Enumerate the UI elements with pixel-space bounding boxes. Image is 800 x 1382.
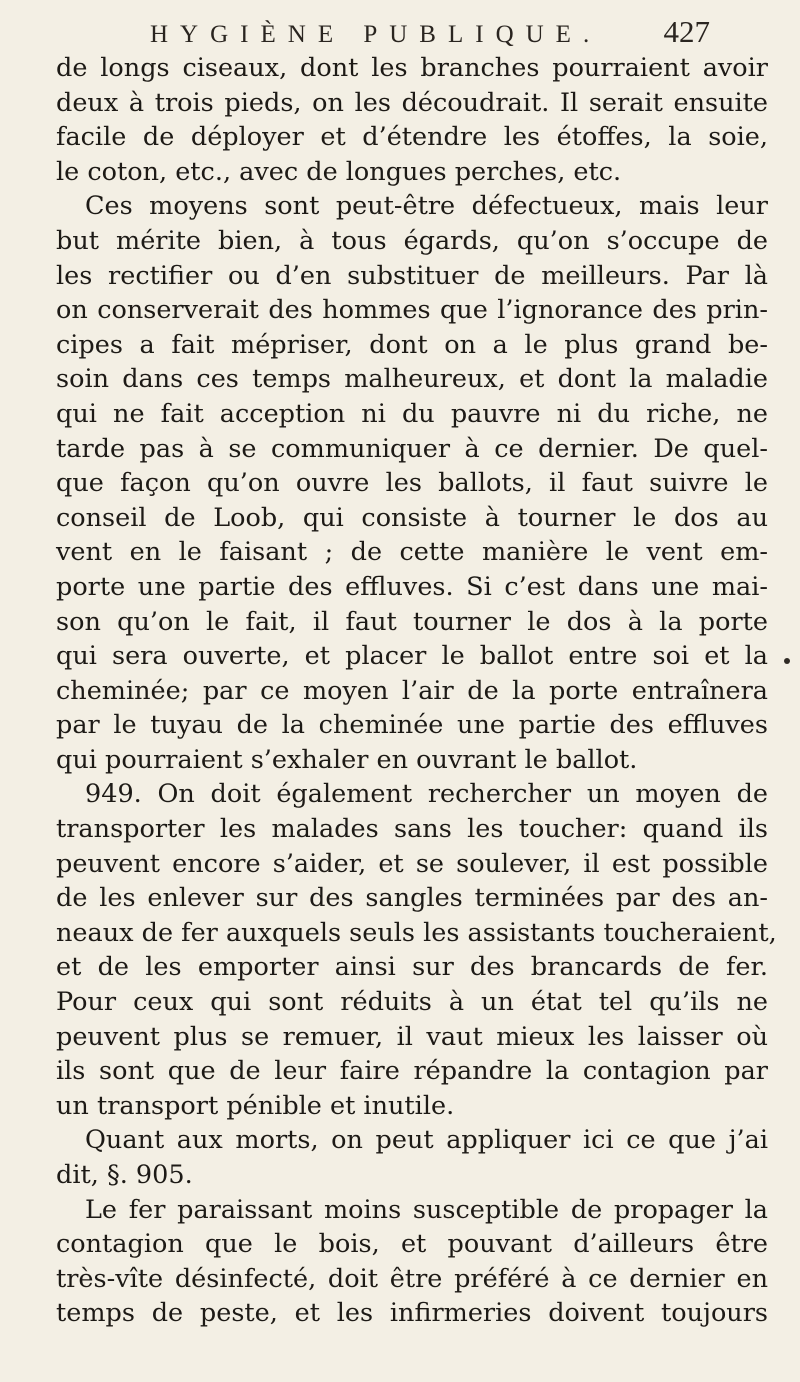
text-line: peuvent encore s’aider, et se soulever, il est possible bbox=[56, 848, 768, 879]
text-line: conseil de Loob, qui consiste à tourner le dos au bbox=[56, 502, 768, 533]
text-line: les rectifier ou d’en substituer de meilleurs. Par là bbox=[56, 260, 768, 291]
text-line: de les enlever sur des sangles terminées par des an- bbox=[56, 883, 768, 914]
text-line: cipes a fait mépriser, dont on a le plus grand be- bbox=[56, 329, 768, 360]
text-line: but mérite bien, à tous égards, qu’on s’occupe de bbox=[56, 225, 768, 256]
running-header bbox=[150, 14, 710, 48]
paragraph-949-start: 949. On doit également rechercher un moyen de bbox=[85, 779, 768, 810]
text-line: tarde pas à se communiquer à ce dernier. De quel- bbox=[56, 433, 768, 464]
text-line: vent en le faisant ; de cette manière le vent em- bbox=[56, 537, 768, 568]
text-line: son qu’on le fait, il faut tourner le dos à la porte bbox=[56, 606, 768, 637]
text-line: que façon qu’on ouvre les ballots, il faut suivre le bbox=[56, 468, 768, 499]
text-line: Le fer paraissant moins susceptible de propager la bbox=[85, 1194, 768, 1225]
text-line: transporter les malades sans les toucher: quand ils bbox=[56, 814, 768, 845]
text-line: on conserverait des hommes que l’ignorance des prin- bbox=[56, 295, 768, 326]
text-line: qui sera ouverte, et placer le ballot entre soi et la bbox=[56, 641, 768, 672]
text-line: facile de déployer et d’étendre les étoffes, la soie, bbox=[56, 122, 768, 153]
text-line: ils sont que de leur faire répandre la contagion par bbox=[56, 1056, 768, 1087]
text-line: soin dans ces temps malheureux, et dont la maladie bbox=[56, 364, 768, 395]
text-line: Ces moyens sont peut-être défectueux, mais leur bbox=[85, 191, 768, 222]
text-line: contagion que le bois, et pouvant d’ailleurs être bbox=[56, 1229, 768, 1260]
text-line: qui pourraient s’exhaler en ouvrant le ballot. bbox=[56, 744, 638, 775]
text-line: dit, §. 905. bbox=[56, 1160, 193, 1190]
text-line: et de les emporter ainsi sur des brancards de fer. bbox=[56, 952, 768, 983]
text-line: peuvent plus se remuer, il vaut mieux les laisser où bbox=[56, 1021, 768, 1052]
margin-ink-dot bbox=[784, 658, 790, 664]
text-line: qui ne fait acception ni du pauvre ni du riche, ne bbox=[56, 398, 768, 429]
text-line: temps de peste, et les infirmeries doivent toujours bbox=[56, 1298, 768, 1329]
text-line: le coton, etc., avec de longues perches, etc. bbox=[56, 156, 622, 187]
text-line: porte une partie des effluves. Si c’est dans une mai- bbox=[56, 571, 768, 602]
text-line: neaux de fer auxquels seuls les assistants toucheraient, bbox=[56, 917, 777, 948]
text-line: très-vîte désinfecté, doit être préféré à ce dernier en bbox=[56, 1263, 768, 1294]
running-header-title: HYGIÈNE PUBLIQUE. bbox=[150, 21, 602, 48]
text-line: de longs ciseaux, dont les branches pourraient avoir bbox=[56, 53, 768, 83]
page-number: 427 bbox=[663, 14, 710, 49]
text-line: deux à trois pieds, on les découdrait. Il serait ensuite bbox=[56, 87, 768, 118]
text-line: par le tuyau de la cheminée une partie des effluves bbox=[56, 710, 768, 741]
text-line: Pour ceux qui sont réduits à un état tel qu’ils ne bbox=[56, 987, 768, 1018]
text-line: Quant aux morts, on peut appliquer ici ce que j’ai bbox=[85, 1125, 768, 1156]
text-line: un transport pénible et inutile. bbox=[56, 1090, 455, 1121]
text-line: cheminée; par ce moyen l’air de la porte entraînera bbox=[56, 675, 768, 706]
body-text bbox=[56, 51, 777, 1331]
